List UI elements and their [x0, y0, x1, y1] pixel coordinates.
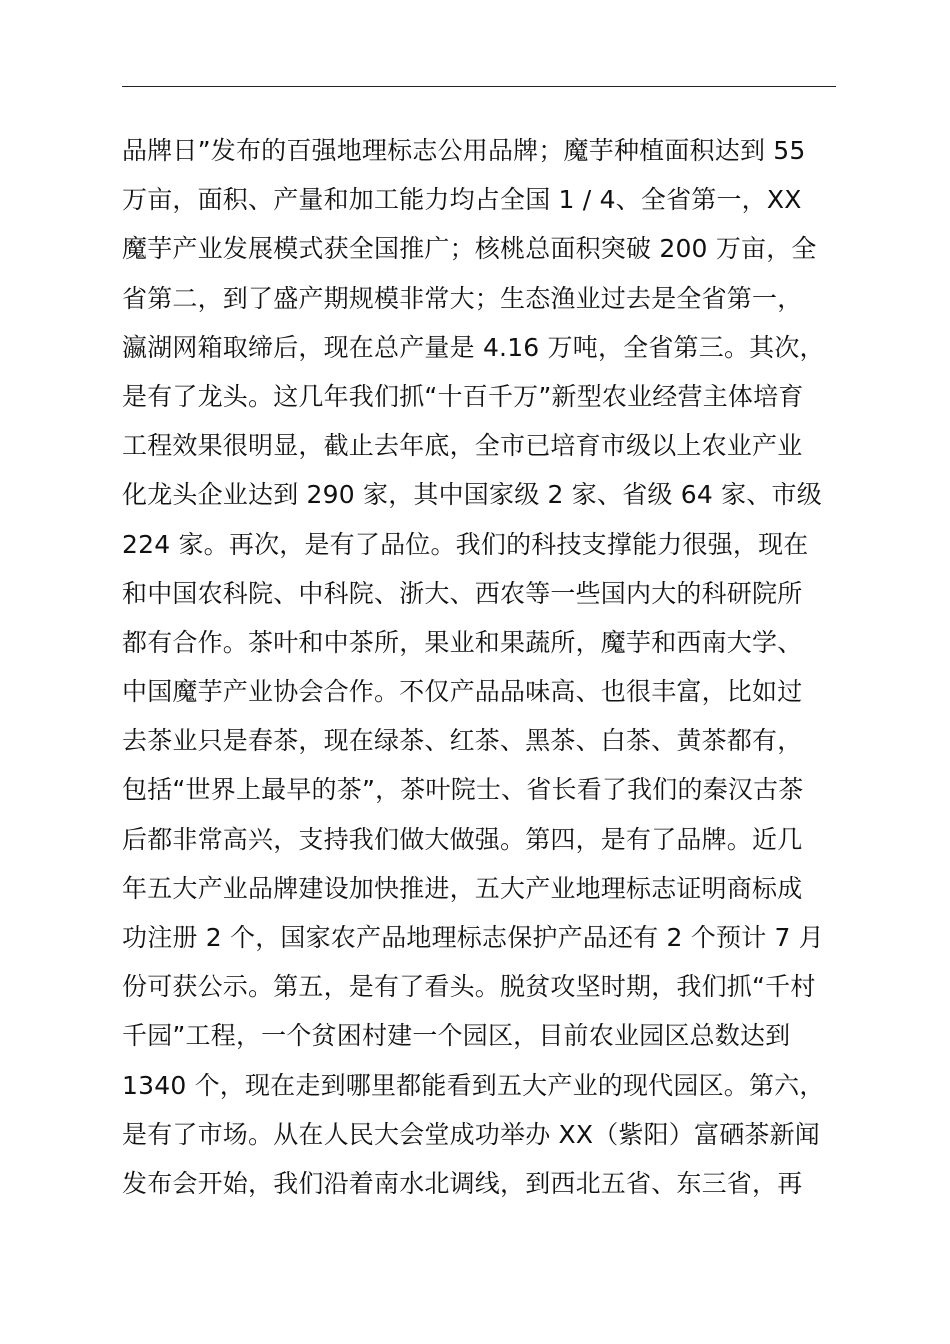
- text-line: 是有了市场。从在人民大会堂成功举办 XX（紫阳）富硒茶新闻: [122, 1119, 821, 1149]
- text-line: 是有了龙头。这几年我们抓“十百千万”新型农业经营主体培育: [122, 381, 804, 411]
- text-line: 中国魔芋产业协会合作。不仅产品品味高、也很丰富，比如过: [122, 677, 803, 707]
- text-line: 包括“世界上最早的茶”，茶叶院士、省长看了我们的秦汉古茶: [122, 775, 804, 805]
- text-line: 工程效果很明显，截止去年底，全市已培育市级以上农业产业: [122, 431, 803, 461]
- text-line: 份可获公示。第五，是有了看头。脱贫攻坚时期，我们抓“千村: [122, 972, 816, 1002]
- header-rule: [122, 86, 836, 87]
- text-line: 功注册 2 个，国家农产品地理标志保护产品还有 2 个预计 7 月: [122, 923, 824, 952]
- text-line: 万亩，面积、产量和加工能力均占全国 1 / 4、全省第一，XX: [122, 185, 802, 215]
- text-line: 都有合作。茶叶和中茶所，果业和果蔬所，魔芋和西南大学、: [122, 627, 803, 657]
- text-line: 年五大产业品牌建设加快推进，五大产业地理标志证明商标成: [122, 873, 803, 903]
- body-text: [122, 126, 842, 1208]
- text-line: 省第二，到了盛产期规模非常大；生态渔业过去是全省第一，: [122, 283, 803, 313]
- text-line: 魔芋产业发展模式获全国推广；核桃总面积突破 200 万亩，全: [122, 234, 817, 264]
- text-line: 后都非常高兴，支持我们做大做强。第四，是有了品牌。近几: [122, 824, 803, 854]
- text-line: 化龙头企业达到 290 家，其中国家级 2 家、省级 64 家、市级: [122, 480, 822, 510]
- text-line: 品牌日”发布的百强地理标志公用品牌；魔芋种植面积达到 55: [122, 136, 806, 165]
- text-line: 瀛湖网箱取缔后，现在总产量是 4.16 万吨，全省第三。其次，: [122, 332, 825, 362]
- text-line: 1340 个，现在走到哪里都能看到五大产业的现代园区。第六，: [122, 1070, 825, 1100]
- text-line: 和中国农科院、中科院、浙大、西农等一些国内大的科研院所: [122, 578, 803, 608]
- text-line: 去茶业只是春茶，现在绿茶、红茶、黑茶、白茶、黄茶都有，: [122, 726, 803, 756]
- text-line: 发布会开始，我们沿着南水北调线，到西北五省、东三省，再: [122, 1168, 803, 1198]
- text-line: 224 家。再次，是有了品位。我们的科技支撑能力很强，现在: [122, 529, 809, 559]
- text-line: 千园”工程，一个贫困村建一个园区，目前农业园区总数达到: [122, 1021, 791, 1051]
